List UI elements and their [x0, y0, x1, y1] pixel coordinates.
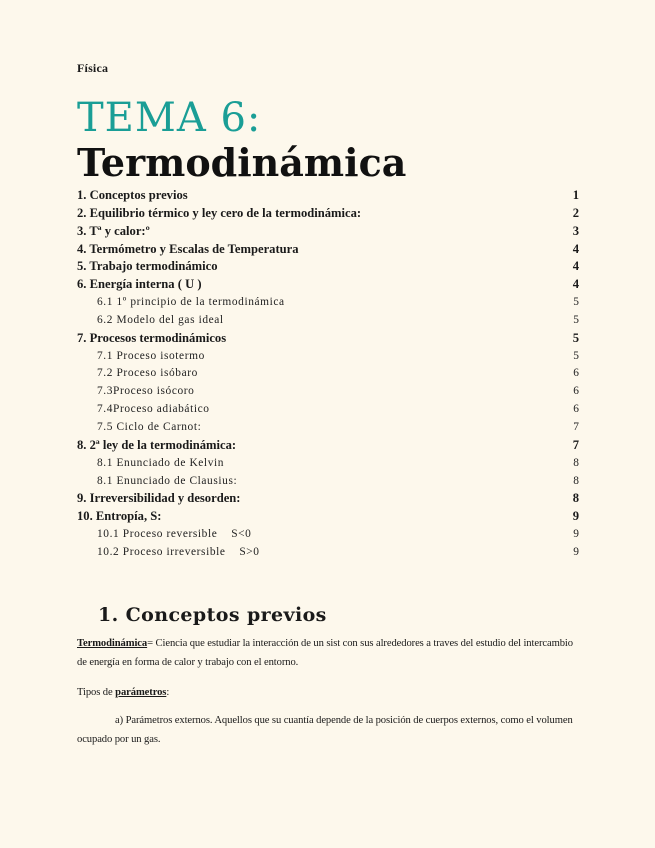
toc-entry[interactable] — [77, 490, 579, 508]
types-prefix: Tipos de — [77, 687, 116, 698]
toc-entry-page: 4 — [572, 259, 579, 274]
toc-entry-label: 2. Equilibrio térmico y ley cero de la termodinámica: — [77, 205, 362, 220]
toc-entry-label: 6. Energía interna ( U ) — [77, 277, 202, 292]
toc-entry-page: 7 — [573, 420, 579, 433]
toc-entry-page: 8 — [573, 474, 579, 487]
toc-entry-page: 6 — [573, 367, 579, 380]
toc-entry-label: 8. 2ª ley de la termodinámica: — [77, 437, 237, 452]
toc-entry-label: 6.2 Modelo del gas ideal — [97, 313, 224, 326]
section-heading: 1. Conceptos previos — [98, 604, 327, 626]
term-termodinamica: Termodinámica — [77, 638, 148, 649]
toc-entry-page: 4 — [572, 241, 579, 256]
toc-entry[interactable] — [77, 437, 579, 455]
table-of-contents — [77, 187, 579, 562]
toc-entry[interactable] — [77, 205, 579, 223]
toc-entry[interactable] — [77, 419, 579, 437]
toc-entry-page: 6 — [573, 403, 579, 416]
toc-entry-page: 3 — [572, 223, 579, 238]
term-parametros: parámetros — [115, 687, 167, 698]
toc-entry-page: 5 — [573, 296, 579, 309]
toc-entry-label: 10.2 Proceso irreversible S>0 — [97, 545, 260, 558]
paragraph-definition — [77, 634, 577, 672]
toc-entry-label: 9. Irreversibilidad y desorden: — [77, 491, 241, 506]
toc-entry[interactable] — [77, 383, 579, 401]
toc-entry-page: 4 — [572, 277, 579, 292]
toc-entry[interactable] — [77, 455, 579, 473]
toc-entry[interactable] — [77, 187, 579, 205]
toc-entry[interactable] — [77, 473, 579, 491]
title-topic-number: TEMA 6: — [77, 95, 262, 141]
toc-entry-label: 7.4Proceso adiabático — [97, 403, 210, 416]
toc-entry-label: 7.2 Proceso isóbaro — [97, 367, 198, 380]
toc-entry-label: 7.3Proceso isócoro — [97, 385, 195, 398]
toc-entry[interactable] — [77, 330, 579, 348]
toc-entry-label: 8.1 Enunciado de Kelvin — [97, 456, 225, 469]
toc-entry-page: 6 — [573, 385, 579, 398]
paragraph-external-parameters: a) Parámetros externos. Aquellos que su cuantía depende de la posición de cuerpos externos, como el volumen ocupado por un gas. — [77, 715, 573, 745]
toc-entry-page: 9 — [572, 509, 579, 524]
toc-entry[interactable] — [77, 365, 579, 383]
toc-entry-page: 5 — [573, 313, 579, 326]
toc-entry-label: 10. Entropía, S: — [77, 509, 162, 524]
toc-entry-label: 7. Procesos termodinámicos — [77, 330, 227, 345]
toc-entry-page: 2 — [572, 205, 579, 220]
toc-entry-page: 7 — [572, 437, 579, 452]
toc-entry-label: 5. Trabajo termodinámico — [77, 259, 218, 274]
toc-entry[interactable] — [77, 544, 579, 562]
toc-entry[interactable] — [77, 294, 579, 312]
toc-entry-label: 4. Termómetro y Escalas de Temperatura — [77, 241, 299, 256]
toc-entry-page: 5 — [573, 349, 579, 362]
toc-entry-label: 6.1 1º principio de la termodinámica — [97, 296, 285, 309]
types-suffix: : — [166, 687, 170, 698]
toc-entry[interactable] — [77, 276, 579, 294]
toc-entry-label: 3. Tª y calor:º — [77, 223, 150, 238]
toc-entry[interactable] — [77, 312, 579, 330]
toc-entry-page: 8 — [573, 456, 579, 469]
toc-entry-page: 5 — [572, 330, 579, 345]
toc-entry-page: 8 — [572, 491, 579, 506]
toc-entry[interactable] — [77, 526, 579, 544]
subject-header: Física — [77, 61, 109, 75]
toc-entry[interactable] — [77, 348, 579, 366]
toc-entry-page: 9 — [573, 528, 579, 541]
toc-entry[interactable] — [77, 401, 579, 419]
toc-entry[interactable] — [77, 508, 579, 526]
paragraph-types — [77, 683, 577, 702]
toc-entry-page: 1 — [572, 188, 579, 202]
toc-entry[interactable] — [77, 258, 579, 276]
toc-entry-label: 7.1 Proceso isotermo — [97, 349, 205, 362]
toc-entry[interactable] — [77, 241, 579, 259]
toc-entry-label: 10.1 Proceso reversible S<0 — [97, 528, 252, 541]
definition-text: = Ciencia que estudiar la interacción de un sist con sus alrededores a traves del estudio del intercambio de energía en forma de calor y trabajo con el entorno. — [77, 638, 573, 668]
toc-entry-label: 7.5 Ciclo de Carnot: — [97, 420, 202, 433]
toc-entry-page: 9 — [573, 545, 579, 558]
toc-entry[interactable] — [77, 223, 579, 241]
toc-entry-label: 8.1 Enunciado de Clausius: — [97, 474, 238, 487]
title-topic-name: Termodinámica — [77, 140, 407, 185]
toc-entry-label: 1. Conceptos previos — [77, 188, 188, 202]
